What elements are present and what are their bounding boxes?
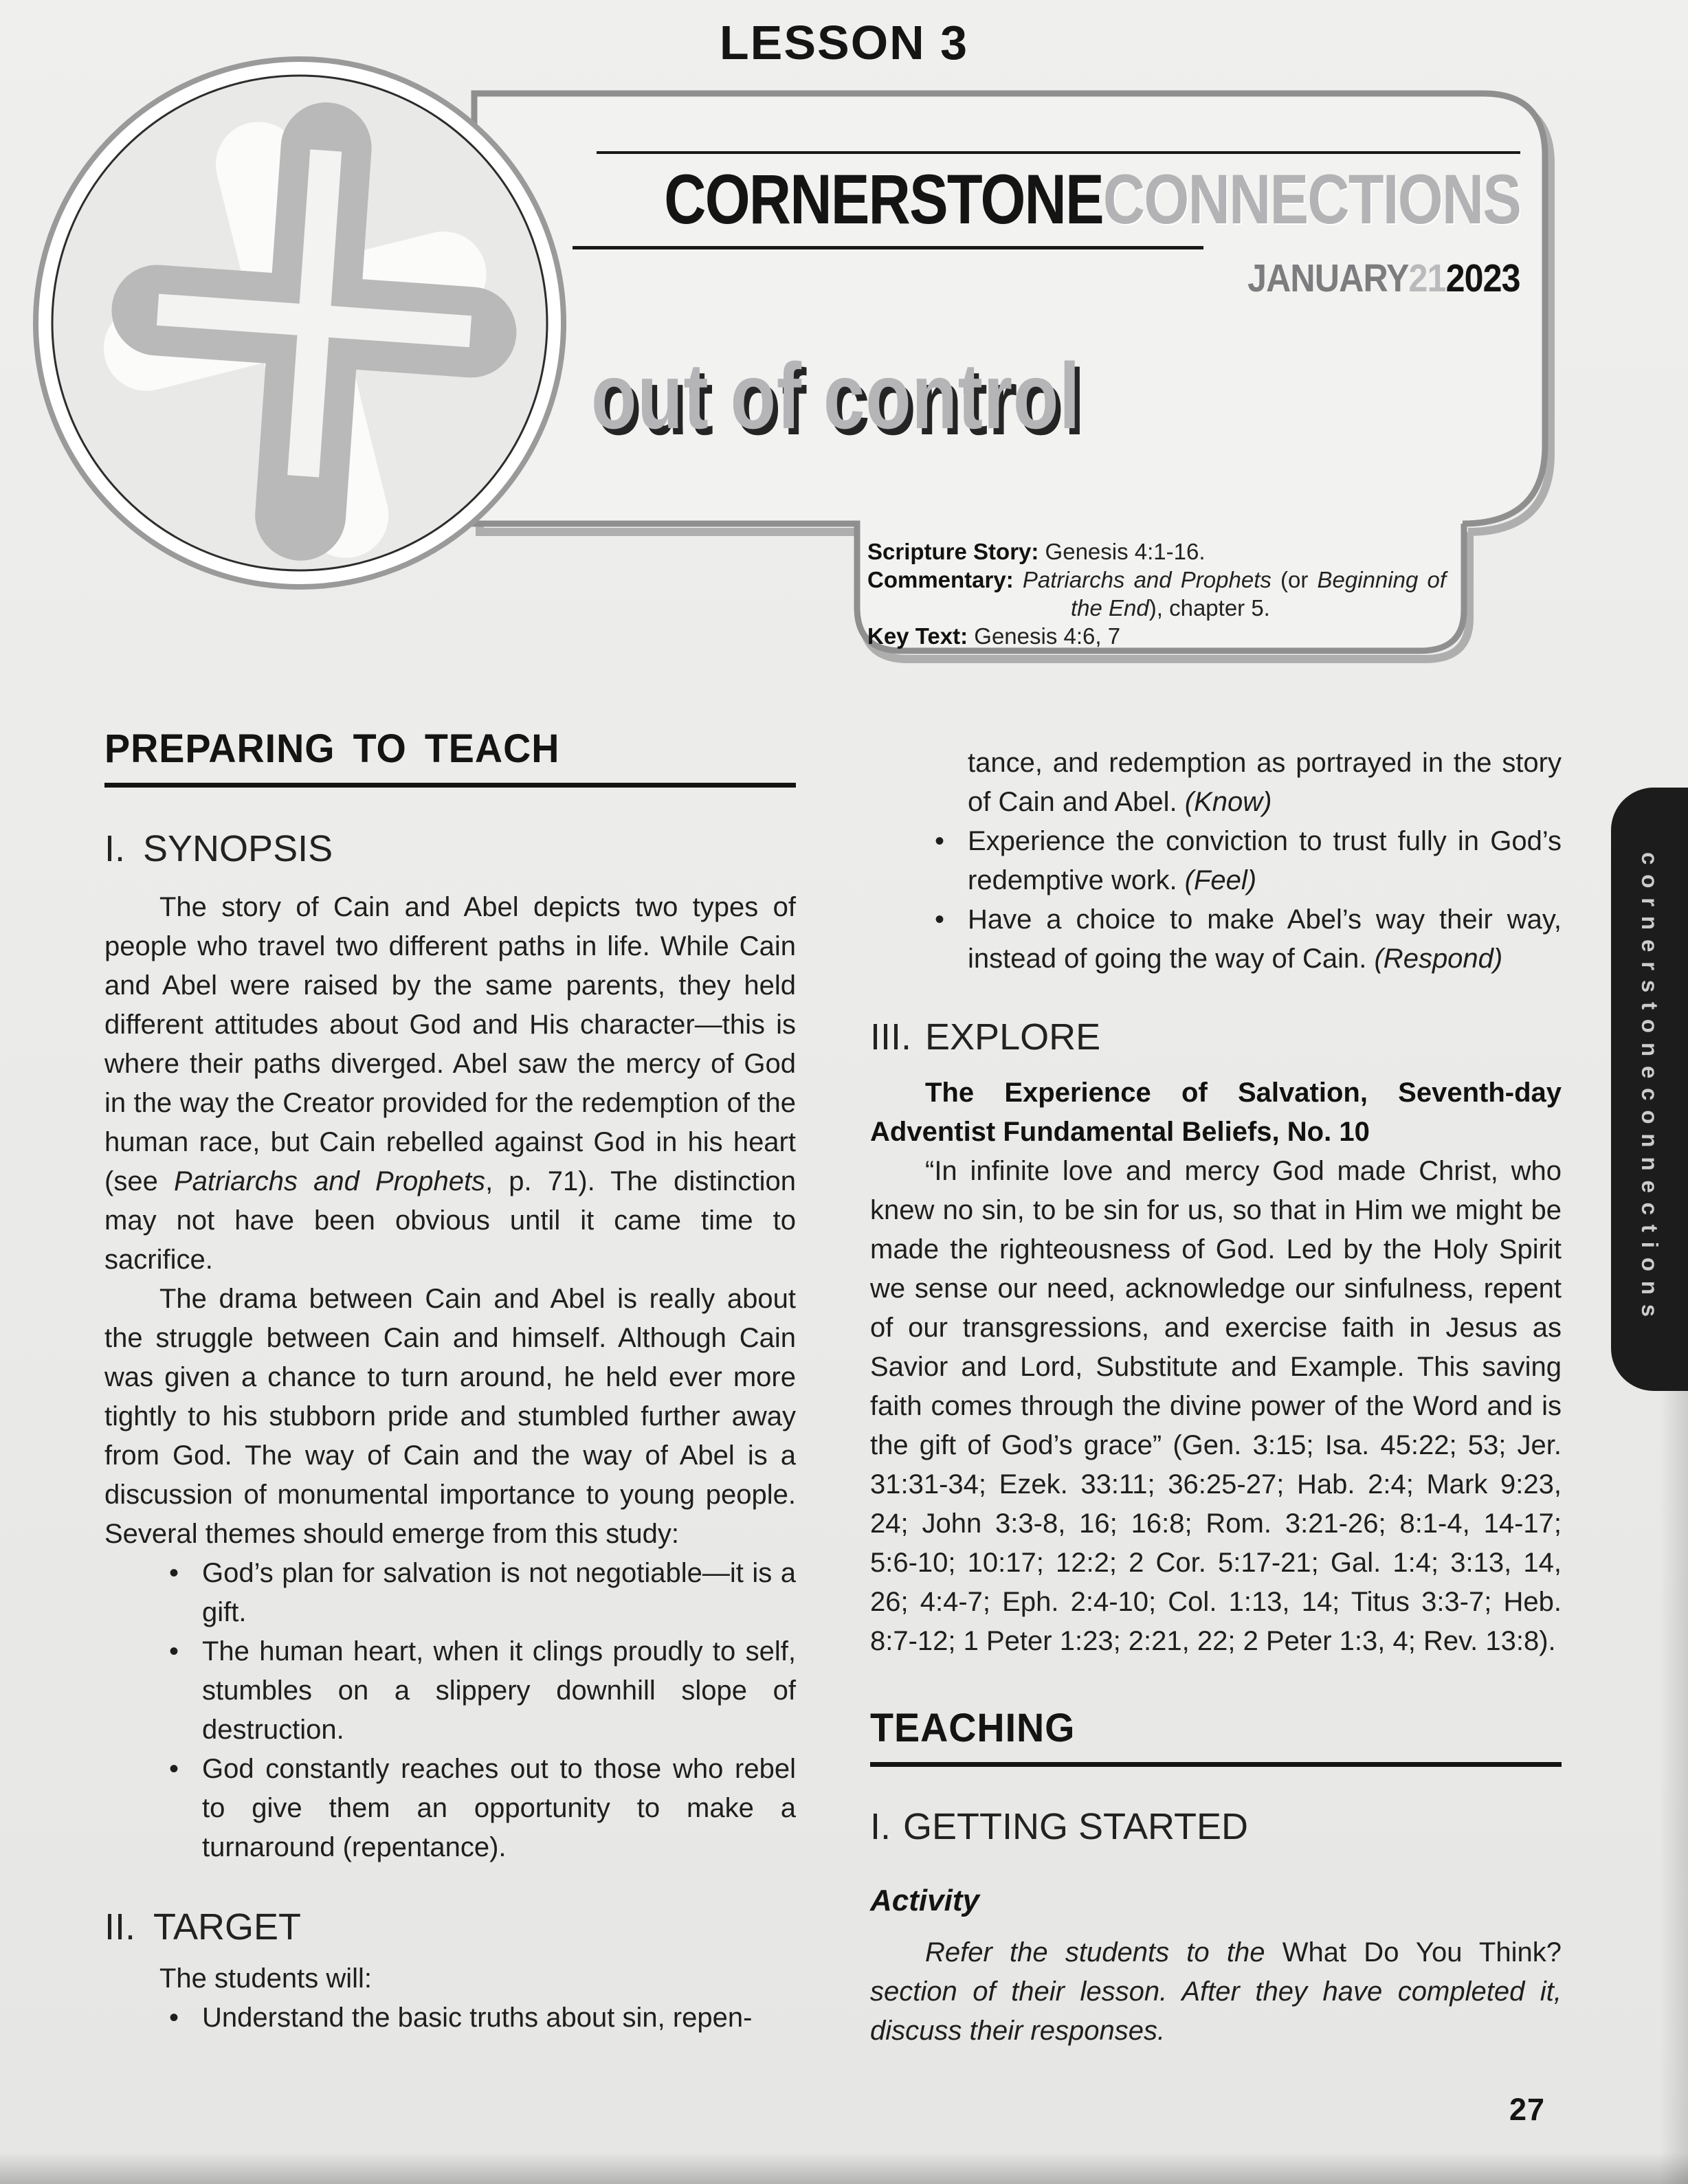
commentary-label: Commentary: xyxy=(867,567,1014,592)
explore-lead: The Experience of Salvation, Seventh-day Adventist Fundamental Beliefs, No. 10 xyxy=(870,1078,1562,1147)
right-edge-shadow xyxy=(1659,1391,1688,2184)
feel-marker: (Feel) xyxy=(1184,865,1257,895)
teaching-heading: TEACHING xyxy=(870,1705,1562,1767)
synopsis-paragraph-2: The drama between Cain and Abel is really about the struggle between Cain and himself. Although Cain was given a chance to turn around, he held ever more tightly to his stubborn pride and stumbled further away from God. The way of Cain and the way of Abel is a discussion of monumental importance to young people. Several themes should emerge from this study: xyxy=(104,1284,796,1549)
activity-paragraph: Refer the students to the What Do You Think? section of their lesson. After they have completed it, discuss their responses. xyxy=(870,1937,1562,2046)
scripture-info-box xyxy=(867,537,1446,650)
synopsis-heading: I. SYNOPSIS xyxy=(104,828,333,869)
synopsis-paragraph-1: The story of Cain and Abel depicts two types of people who travel two different paths in life. While Cain and Abel were raised by the same parents, they held different attitudes about God and His character—this is where their paths diverged. Abel saw the mercy of God in the way the Creator provided for the redemption of the human race, but Cain rebelled against God in his heart (see Patriarchs and Prophets, p. 71). The distinction may not have been obvious until it came time to sacrifice. xyxy=(104,892,796,1275)
lesson-label: LESSON 3 xyxy=(719,16,969,69)
scripture-story-line xyxy=(867,537,1446,566)
key-text-label: Key Text: xyxy=(867,623,968,649)
target-bullet-continuation: tance, and redemption as portrayed in the story of Cain and Abel. (Know) xyxy=(968,748,1562,817)
masthead-title-cornerstone: CORNERSTONE xyxy=(663,160,1103,238)
explore-heading: III. EXPLORE xyxy=(870,1016,1101,1058)
list-item: • God constantly reaches out to those who rebel to give them an opportunity to make a turnaround (repentance). xyxy=(202,1750,796,1867)
issue-year: 2023 xyxy=(1445,256,1520,300)
know-marker: (Know) xyxy=(1184,787,1272,817)
what-do-you-think-ref: What Do You Think? xyxy=(1282,1937,1562,1968)
synopsis-bullet-list xyxy=(104,1554,796,1867)
list-item: • God’s plan for salvation is not negotiable—it is a gift. xyxy=(202,1554,796,1632)
target-bullet-list xyxy=(104,1998,796,2038)
target-bullet-list-continued xyxy=(870,822,1562,979)
key-text-value: Genesis 4:6, 7 xyxy=(968,623,1121,649)
issue-month: JANUARY xyxy=(1247,256,1409,300)
commentary-book-1: Patriarchs and Prophets xyxy=(1013,567,1271,592)
left-column xyxy=(104,726,796,2038)
target-heading: II. TARGET xyxy=(104,1906,302,1948)
masthead-title-connections: CONNECTIONS xyxy=(1102,160,1520,238)
list-item: • Experience the conviction to trust fully in God’s redemptive work. (Feel) xyxy=(968,822,1562,900)
list-item: • The human heart, when it clings proudly to self, stumbles on a slippery downhill slope of destruction. xyxy=(202,1632,796,1750)
scripture-story-value: Genesis 4:1-16. xyxy=(1039,539,1206,564)
target-intro: The students will: xyxy=(159,1963,373,1994)
activity-heading: Activity xyxy=(870,1884,979,1917)
masthead-bottom-rule xyxy=(573,246,1203,249)
list-item: • Understand the basic truths about sin, repen- xyxy=(202,1998,796,2038)
issue-day: 21 xyxy=(1408,256,1446,300)
respond-marker: (Respond) xyxy=(1374,944,1503,974)
side-tab xyxy=(1611,788,1688,1391)
lesson-title: out of control xyxy=(591,344,1081,448)
page-number: 27 xyxy=(1509,2092,1546,2127)
masthead-title xyxy=(663,160,1520,238)
side-tab-label: cornerstoneconnections xyxy=(1637,852,1663,1326)
masthead xyxy=(489,160,1520,238)
scripture-story-label: Scripture Story: xyxy=(867,539,1039,564)
list-item: • Have a choice to make Abel’s way their way, instead of going the way of Cain. (Respond) xyxy=(968,900,1562,979)
getting-started-heading: I. GETTING STARTED xyxy=(870,1806,1249,1847)
explore-quote: “In infinite love and mercy God made Christ, who knew no sin, to be sin for us, so that in Him we might be made the righteousness of God. Led by the Holy Spirit we sense our need, acknowledge our sinfulness, repent of our transgressions, and exercise faith in Jesus as Savior and Lord, Substitute and Example. This saving faith comes through the divine power of the Word and is the gift of God’s grace” (Gen. 3:15; Isa. 45:22; 53; Jer. 31:31-34; Ezek. 33:11; 36:25-27; Hab. 2:4; Mark 9:23, 24; John 3:3-8, 16; 16:8; Rom. 3:21-26; 8:1-4, 14-17; 5:6-10; 10:17; 12:2; 2 Cor. 5:17-21; Gal. 1:4; 3:13, 14, 26; 4:4-7; Eph. 2:4-10; Col. 1:13, 14; Titus 3:3-7; Heb. 8:7-12; 1 Peter 1:23; 2:21, 22; 2 Peter 1:3, 4; Rev. 13:8). xyxy=(870,1156,1562,1656)
issue-date xyxy=(1210,256,1520,301)
key-text-line xyxy=(867,622,1446,650)
right-column xyxy=(870,744,1562,2051)
commentary-book-2: Beginning of the End xyxy=(1071,567,1447,621)
bottom-edge-shadow xyxy=(0,2152,1688,2184)
preparing-to-teach-heading: PREPARING TO TEACH xyxy=(104,726,796,788)
commentary-line: Commentary: Patriarchs and Prophets (or Beginning of the End), chapter 5. xyxy=(867,567,1447,621)
masthead-top-rule xyxy=(597,151,1520,154)
book-title-italic: Patriarchs and Prophets xyxy=(173,1166,486,1196)
